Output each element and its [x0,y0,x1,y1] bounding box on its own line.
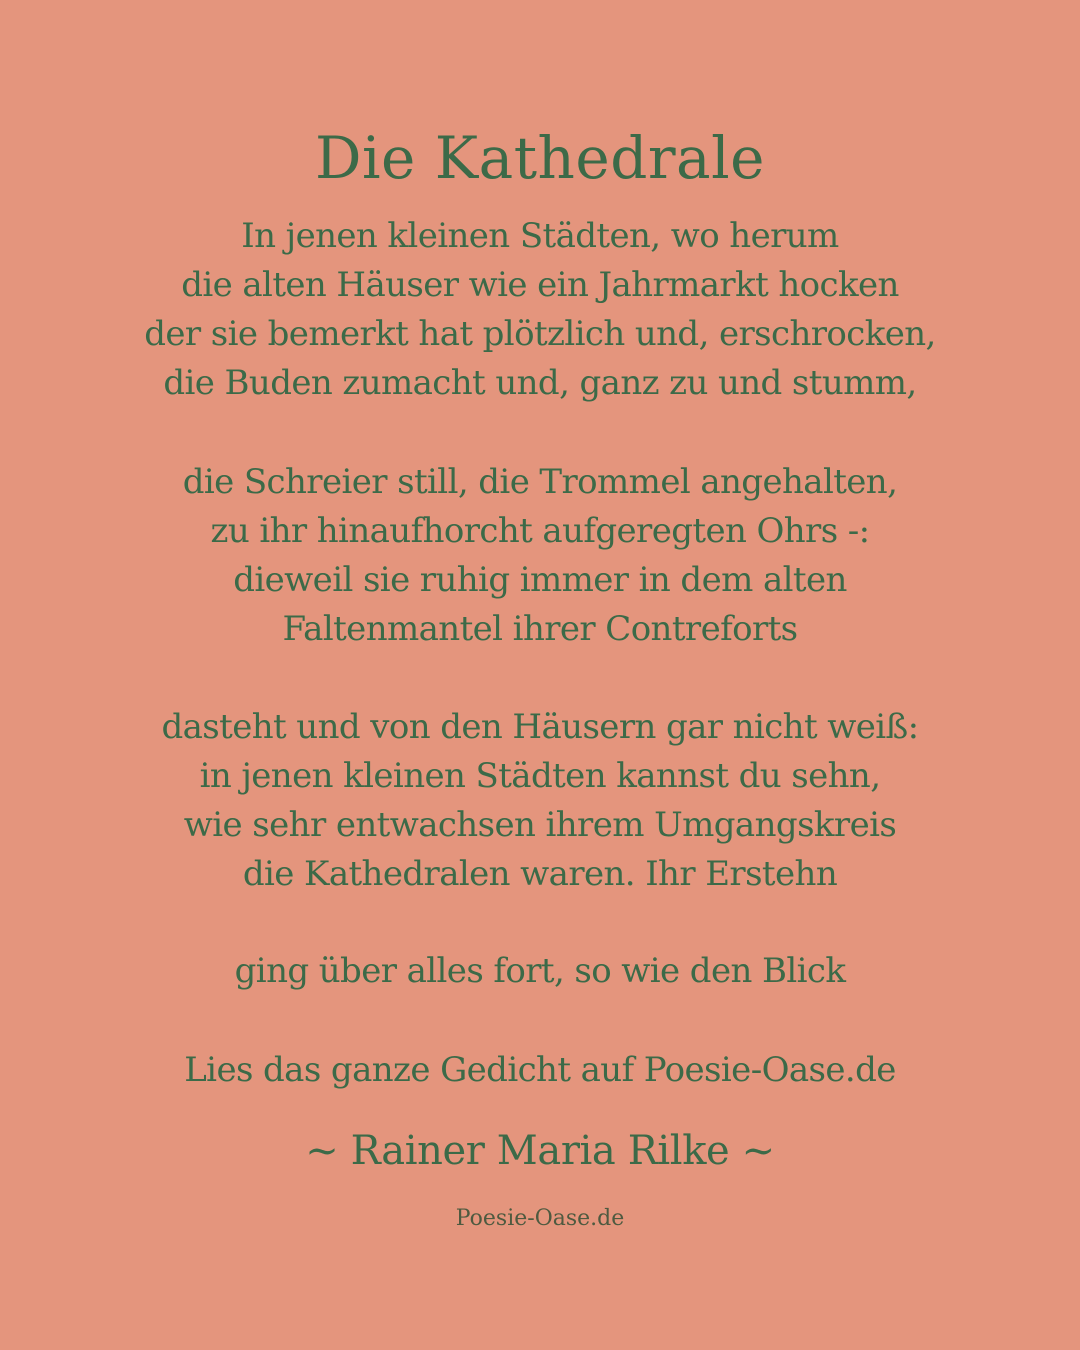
poem-line: der sie bemerkt hat plötzlich und, erschrocken, [144,314,936,354]
author-name: ~ Rainer Maria Rilke ~ [305,1128,775,1174]
poem-line: dieweil sie ruhig immer in dem alten [233,560,847,600]
read-full-poem-text: Lies das ganze Gedicht auf Poesie-Oase.de [184,1050,896,1090]
site-watermark: Poesie-Oase.de [455,1206,625,1231]
poem-line: wie sehr entwachsen ihrem Umgangskreis [183,805,897,845]
poem-line: in jenen kleinen Städten kannst du sehn, [199,756,881,796]
poem-line: die alten Häuser wie ein Jahrmarkt hocken [181,265,899,305]
stanza-2 [0,458,1080,654]
poem-line: dasteht und von den Häusern gar nicht weiß: [161,707,919,747]
poem-line: die Buden zumacht und, ganz zu und stumm, [163,363,917,403]
poem-line: die Schreier still, die Trommel angehalten, [182,462,898,502]
poem-line: die Kathedralen waren. Ihr Erstehn [242,854,838,894]
poem-line: Faltenmantel ihrer Contreforts [282,609,798,649]
stanza-1 [0,212,1080,408]
poem-line: zu ihr hinaufhorcht aufgeregten Ohrs -: [210,511,870,551]
poem-line: ging über alles fort, so wie den Blick [234,951,846,991]
poem-line: In jenen kleinen Städten, wo herum [241,216,839,256]
poem-title: Die Kathedrale [314,124,765,192]
stanza-4 [0,947,1080,996]
stanza-3 [0,703,1080,899]
